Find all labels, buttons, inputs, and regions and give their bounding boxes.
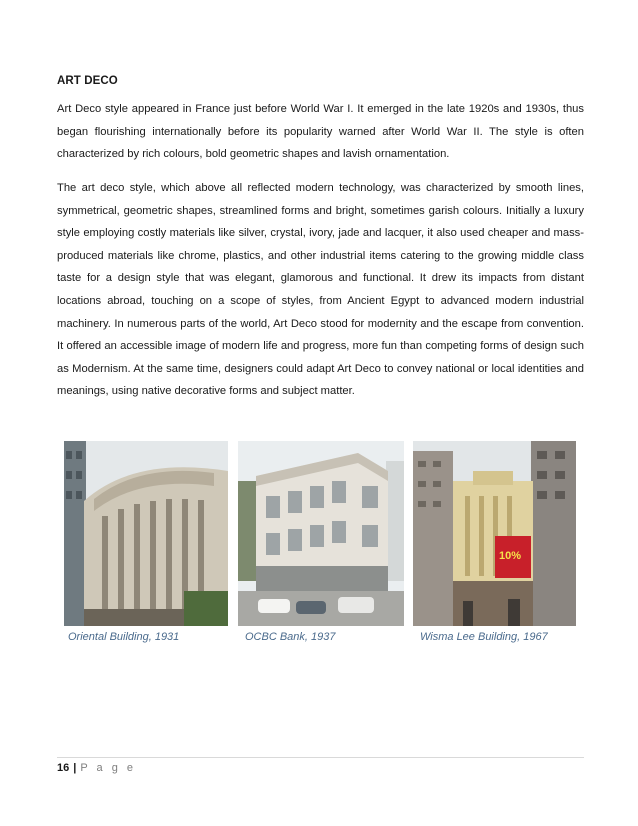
caption-ocbc-bank: OCBC Bank, 1937 (245, 631, 336, 643)
paragraph-intro: Art Deco style appeared in France just before World War I. It emerged in the late 1920s and 1930s, thus began flourishing internationally before its popularity warned after World War II. The style is often characterized by rich colours, bold geometric shapes and lavish ornamentation. (57, 103, 584, 161)
sale-sign-text: 10% (499, 550, 522, 562)
paragraph-description: The art deco style, which above all reflected modern technology, was characterized by smooth lines, symmetrical, geometric shapes, streamlined forms and bright, sometimes garish colours. Initially a luxury style employing costly materials like silver, crystal, ivory, jade and lacquer, it also used cheaper and mass-produced materials like chrome, plastics, and other industrial items catering to the growing middle class taste for a design style that was elegant, glamorous and functional. It drew its impacts from distant locations abroad, touching on a scope of styles, from Ancient Egypt to advanced modern industrial machinery. In numerous parts of the world, Art Deco stood for modernity and the escape from convention. It offered an accessible image of modern life and progress, more fun than competing forms of design such as Modernism. At the same time, designers could adapt Art Deco to convey national or local identities and meanings, using native decorative forms and subject matter. (57, 182, 584, 398)
caption-wisma-lee-building: Wisma Lee Building, 1967 (420, 631, 548, 643)
ocbc-bank-photo (238, 441, 404, 626)
caption-oriental-building: Oriental Building, 1931 (68, 631, 180, 643)
wisma-lee-building-photo (413, 441, 576, 626)
section-heading: ART DECO (57, 75, 118, 87)
page-number: 16 (57, 762, 70, 774)
footer-separator: | (73, 762, 77, 774)
page-label: P a g e (80, 762, 136, 774)
oriental-building-photo (64, 441, 228, 626)
page-footer (57, 762, 136, 774)
footer-divider (57, 757, 584, 758)
